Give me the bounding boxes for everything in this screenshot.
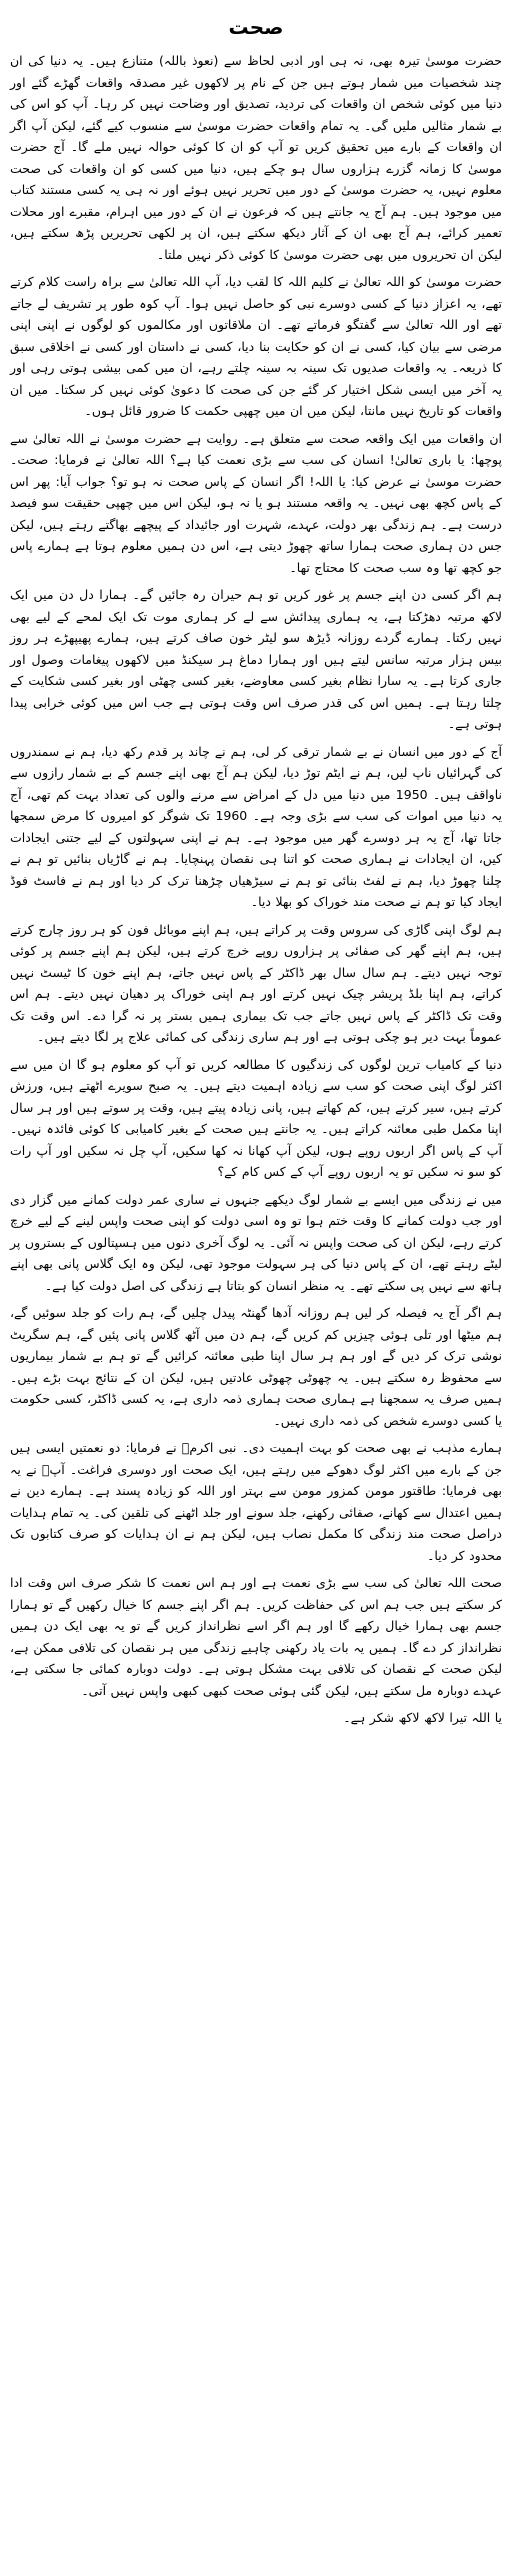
column-title: صحت [228, 15, 284, 39]
paragraph: ہمارے مذہب نے بھی صحت کو بہت اہمیت دی۔ نبی اکرمؐ نے فرمایا: دو نعمتیں ایسی ہیں جن کے بارے میں اکثر لوگ دھوکے میں رہتے ہیں، ایک صحت اور دوسری فراغت۔ آپؐ نے یہ بھی فرمایا: طاقتور مومن کمزور مومن سے بہتر اور اللہ کو زیادہ پسند ہے۔ ہمارے دین نے ہمیں اعتدال سے کھانے، صفائی رکھنے، جلد سونے اور جلد اٹھنے کی تلقین کی۔ یہ تمام ہدایات دراصل صحت مند زندگی کا مکمل نصاب ہیں، لیکن ہم نے ان ہدایات کو صرف کتابوں تک محدود کر دیا۔ [10, 1440, 502, 1563]
paragraph: ہم لوگ اپنی گاڑی کی سروس وقت پر کراتے ہیں، ہم اپنے موبائل فون کو ہر روز چارج کرتے ہیں، ہم اپنے گھر کی صفائی پر ہزاروں روپے خرچ کرتے ہیں، لیکن ہم اپنے جسم پر کوئی توجہ نہیں دیتے۔ ہم سال سال بھر ڈاکٹر کے پاس نہیں جاتے، ہم اپنے خون کا ٹیسٹ نہیں کراتے، ہم اپنا بلڈ پریشر چیک نہیں کرتے اور ہم اپنی خوراک پر دھیان نہیں دیتے۔ ہم اس وقت تک ڈاکٹر کے پاس نہیں جاتے جب تک بیماری ہمیں بستر پر نہ گرا دے۔ اس وقت تک عموماً بہت دیر ہو چکی ہوتی ہے اور ہم ساری زندگی کی کمائی علاج پر لگا دیتے ہیں۔ [10, 921, 502, 1044]
paragraph: حضرت موسیٰ تیرہ بھی، نہ ہی اور ادبی لحاظ سے (نعوذ باللہ) متنازع ہیں۔ یہ دنیا کی ان چند شخصیات میں شمار ہوتے ہیں جن کے نام پر لاکھوں غیر مصدقہ واقعات گھڑے گئے اور دنیا میں کوئی شخص ان واقعات کی تردید، تصدیق اور وضاحت نہیں کر رہا۔ آپ کو اس کی بے شمار مثالیں ملیں گی۔ یہ تمام واقعات حضرت موسیٰ سے منسوب کیے گئے، لیکن آپ اگر ان واقعات کے بارے میں تحقیق کریں تو آپ کو ان کا کوئی حوالہ نہیں ملے گا۔ آج حضرت موسیٰ کا زمانہ گزرے ہزاروں سال ہو چکے ہیں، دنیا میں کسی کو ان واقعات کی صحت معلوم نہیں، یہ حضرت موسیٰ کے دور میں تحریر نہیں ہوئے اور نہ ہی یہ کسی مستند کتاب میں موجود ہیں۔ ہم آج یہ جانتے ہیں کہ فرعون نے ان کے دور میں اہرام، مقبرے اور محلات تعمیر کرائے، ہم آج بھی ان کے آثار دیکھ سکتے ہیں، ان پر لکھی تحریریں پڑھ سکتے ہیں، لیکن ان تحریروں میں بھی حضرت موسیٰ کا کوئی ذکر نہیں ملتا۔ [10, 53, 502, 262]
paragraph: آج کے دور میں انسان نے بے شمار ترقی کر لی، ہم نے چاند پر قدم رکھ دیا، ہم نے سمندروں کی گہرائیاں ناپ لیں، ہم نے ایٹم توڑ دیا، لیکن ہم آج بھی اپنے جسم کے بے شمار رازوں سے ناواقف ہیں۔ 1950 میں دنیا میں دل کے امراض سے مرنے والوں کی تعداد بہت کم تھی، آج یہ دنیا میں اموات کی سب سے بڑی وجہ ہے۔ 1960 تک شوگر کو امیروں کا مرض سمجھا جاتا تھا، آج یہ ہر دوسرے گھر میں موجود ہے۔ ہم نے اپنی سہولتوں کے لیے جتنی ایجادات کیں، ان ایجادات نے ہماری صحت کو اتنا ہی نقصان پہنچایا۔ ہم نے گاڑیاں بنائیں تو ہم نے چلنا چھوڑ دیا، ہم نے لفٹ بنائی تو ہم نے سیڑھیاں چڑھنا ترک کر دیا اور ہم نے فاسٹ فوڈ ایجاد کیا تو ہم نے صحت مند خوراک کو بھلا دیا۔ [10, 743, 502, 909]
column-body [10, 50, 502, 1729]
closing-line: یا اللہ تیرا لاکھ لاکھ شکر ہے۔ [343, 1710, 502, 1725]
paragraph: صحت اللہ تعالیٰ کی سب سے بڑی نعمت ہے اور ہم اس نعمت کا شکر صرف اس وقت ادا کر سکتے ہیں جب ہم اس کی حفاظت کریں۔ ہم اگر اپنے جسم کا خیال رکھیں گے تو ہمارا جسم بھی ہمارا خیال رکھے گا اور ہم اگر اسے نظرانداز کریں گے تو یہ بھی ایک دن ہمیں نظرانداز کر دے گا۔ ہمیں یہ بات یاد رکھنی چاہیے زندگی میں ہر نقصان کی تلافی ممکن ہے، لیکن صحت کے نقصان کی تلافی بہت مشکل ہوتی ہے۔ دولت دوبارہ کمائی جا سکتی ہے، عہدے دوبارہ مل سکتے ہیں، لیکن گئی ہوئی صحت کبھی کبھی واپس نہیں آتی۔ [10, 1575, 502, 1698]
paragraph: ان واقعات میں ایک واقعہ صحت سے متعلق ہے۔ روایت ہے حضرت موسیٰ نے اللہ تعالیٰ سے پوچھا: یا باری تعالیٰ! انسان کی سب سے بڑی نعمت کیا ہے؟ اللہ تعالیٰ نے فرمایا: صحت۔ حضرت موسیٰ نے عرض کیا: یا اللہ! اگر انسان کے پاس صحت نہ ہو تو؟ جواب آیا: پھر اس کے پاس کچھ بھی نہیں۔ یہ واقعہ مستند ہو یا نہ ہو، لیکن اس میں چھپی حقیقت سو فیصد درست ہے۔ ہم زندگی بھر دولت، عہدے، شہرت اور جائیداد کے پیچھے بھاگتے رہتے ہیں، لیکن جس دن ہماری صحت ہمارا ساتھ چھوڑ دیتی ہے، اس دن ہمیں معلوم ہوتا ہے ہمارے پاس جو کچھ تھا وہ سب صحت کا محتاج تھا۔ [10, 430, 502, 575]
paragraph: ہم اگر آج یہ فیصلہ کر لیں ہم روزانہ آدھا گھنٹہ پیدل چلیں گے، ہم رات کو جلد سوئیں گے، ہم میٹھا اور تلی ہوئی چیزیں کم کریں گے، ہم دن میں آٹھ گلاس پانی پئیں گے، ہم سگریٹ نوشی ترک کر دیں گے اور ہم ہر سال اپنا طبی معائنہ کرائیں گے تو ہم بے شمار بیماریوں سے محفوظ رہ سکتے ہیں۔ یہ چھوٹی چھوٹی عادتیں ہیں، لیکن ان کے نتائج بہت بڑے ہیں۔ ہمیں صرف یہ سمجھنا ہے ہماری صحت ہماری ذمہ داری ہے، یہ کسی ڈاکٹر، کسی حکومت یا کسی دوسرے شخص کی ذمہ داری نہیں۔ [10, 1305, 502, 1428]
paragraph: دنیا کے کامیاب ترین لوگوں کی زندگیوں کا مطالعہ کریں تو آپ کو معلوم ہو گا ان میں سے اکثر لوگ اپنی صحت کو سب سے زیادہ اہمیت دیتے ہیں۔ یہ صبح سویرے اٹھتے ہیں، ورزش کرتے ہیں، سیر کرتے ہیں، کم کھاتے ہیں، پانی زیادہ پیتے ہیں، وقت پر سوتے ہیں اور ہر سال اپنا مکمل طبی معائنہ کراتے ہیں۔ یہ جانتے ہیں صحت کے بغیر کامیابی کا کوئی فائدہ نہیں۔ آپ کے پاس اگر اربوں روپے ہوں، لیکن آپ کھانا نہ کھا سکیں، آپ چل نہ سکیں اور آپ رات کو سو نہ سکیں تو یہ اربوں روپے آپ کے کس کام کے؟ [10, 1056, 502, 1179]
paragraph: میں نے زندگی میں ایسے بے شمار لوگ دیکھے جنہوں نے ساری عمر دولت کمانے میں گزار دی اور جب دولت کمانے کا وقت ختم ہوا تو وہ اسی دولت کو اپنی صحت واپس لینے کے لیے خرچ کرتے رہے، لیکن ان کی صحت واپس نہ آئی۔ یہ لوگ آخری دنوں میں ہسپتالوں کے بستروں پر لیٹے رہتے تھے، ان کے پاس دنیا کی ہر سہولت موجود تھی، لیکن وہ ایک گلاس پانی بھی اپنے ہاتھ سے نہیں پی سکتے تھے۔ یہ منظر انسان کو بتاتا ہے زندگی کی اصل دولت کیا ہے۔ [10, 1191, 502, 1293]
paragraph: حضرت موسیٰ کو اللہ تعالیٰ نے کلیم اللہ کا لقب دیا، آپ اللہ تعالیٰ سے براہ راست کلام کرتے تھے، یہ اعزاز دنیا کے کسی دوسرے نبی کو حاصل نہیں ہوا۔ آپ کوہ طور پر تشریف لے جاتے تھے اور اللہ تعالیٰ سے گفتگو فرماتے تھے۔ ان ملاقاتوں اور مکالموں کو لوگوں نے اپنی اپنی مرضی سے بیان کیا، کسی نے ان کو حکایت بنا دیا، کسی نے داستان اور کسی نے اخلاقی سبق کا ذریعہ۔ یہ واقعات صدیوں تک سینہ بہ سینہ چلتے رہے، ان میں کمی بیشی ہوتی رہی اور یہ آخر میں ایسی شکل اختیار کر گئے جن کی صحت کا دعویٰ کوئی نہیں کر سکتا۔ میں ان واقعات کو تاریخ نہیں مانتا، لیکن میں ان میں چھپی حکمت کا ضرور قائل ہوں۔ [10, 274, 502, 418]
paragraph: ہم اگر کسی دن اپنے جسم پر غور کریں تو ہم حیران رہ جائیں گے۔ ہمارا دل دن میں ایک لاکھ مرتبہ دھڑکتا ہے، یہ ہماری پیدائش سے لے کر ہماری موت تک ایک لمحے کے لیے بھی نہیں رکتا۔ ہمارے گردے روزانہ ڈیڑھ سو لیٹر خون صاف کرتے ہیں، ہمارے پھیپھڑے ہر روز بیس ہزار مرتبہ سانس لیتے ہیں اور ہمارا دماغ ہر سیکنڈ میں لاکھوں پیغامات وصول اور جاری کرتا ہے۔ یہ سارا نظام بغیر کسی معاوضے، بغیر کسی چھٹی اور بغیر کسی شکایت کے چلتا رہتا ہے۔ ہمیں اس کی قدر صرف اس وقت ہوتی ہے جب اس میں کوئی خرابی پیدا ہوتی ہے۔ [10, 587, 502, 731]
